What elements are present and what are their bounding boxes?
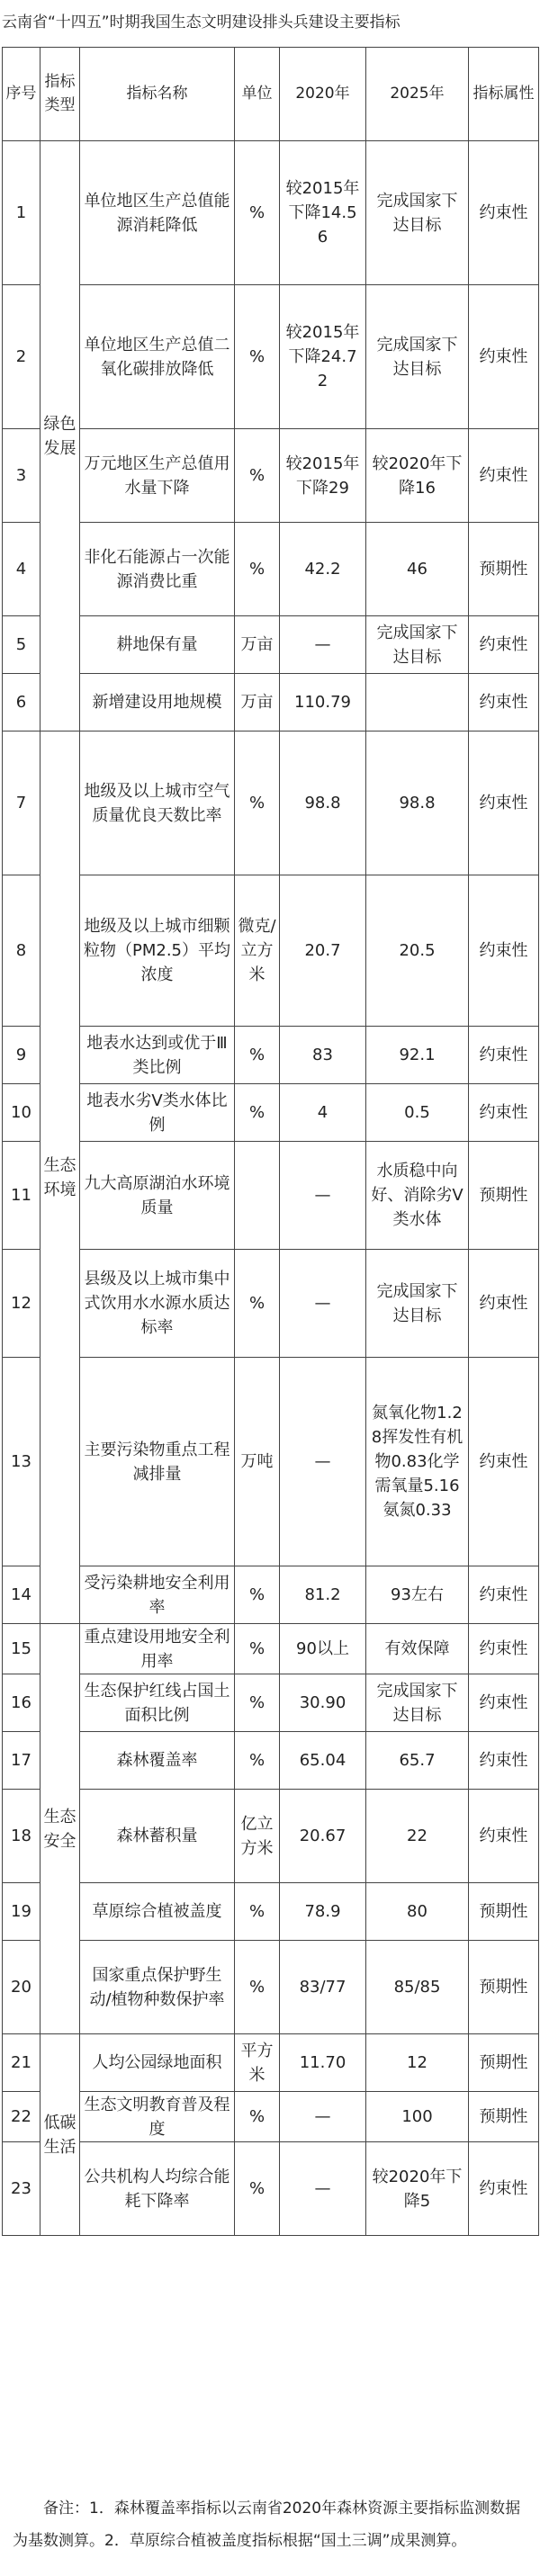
table-row [3, 1250, 539, 1358]
cell-seq: 12 [3, 1250, 40, 1358]
cell-name: 草原综合植被盖度 [80, 1883, 235, 1941]
cell-name: 地表水劣Ⅴ类水体比例 [80, 1084, 235, 1142]
cell-2025: 0.5 [366, 1084, 469, 1142]
cell-2025: 水质稳中向好、消除劣Ⅴ类水体 [366, 1142, 469, 1250]
cell-attr: 约束性 [469, 1358, 539, 1566]
cell-2025 [366, 674, 469, 732]
cell-attr: 预期性 [469, 1142, 539, 1250]
cell-unit [235, 1142, 280, 1250]
cell-attr: 约束性 [469, 1790, 539, 1883]
cell-name: 地级及以上城市空气质量优良天数比率 [80, 732, 235, 875]
cell-seq: 3 [3, 429, 40, 523]
cell-seq: 11 [3, 1142, 40, 1250]
cell-attr: 预期性 [469, 1941, 539, 2034]
cell-attr: 约束性 [469, 1084, 539, 1142]
cell-2025: 100 [366, 2092, 469, 2142]
cell-attr: 约束性 [469, 1674, 539, 1732]
cell-2025: 较2020年下降16 [366, 429, 469, 523]
cell-unit: % [235, 1250, 280, 1358]
cell-attr: 约束性 [469, 1732, 539, 1790]
cell-2020: 4 [280, 1084, 366, 1142]
cell-seq: 6 [3, 674, 40, 732]
indicator-table [2, 47, 539, 2236]
cell-unit: % [235, 141, 280, 285]
cell-2020: 较2015年下降14.56 [280, 141, 366, 285]
cell-attr: 约束性 [469, 732, 539, 875]
cell-name: 新增建设用地规模 [80, 674, 235, 732]
cell-category: 绿色发展 [40, 141, 80, 732]
table-row [3, 732, 539, 875]
cell-2020: — [280, 2142, 366, 2236]
table-row [3, 1674, 539, 1732]
cell-2020: 较2015年下降24.72 [280, 285, 366, 429]
cell-attr: 约束性 [469, 141, 539, 285]
cell-attr: 预期性 [469, 2034, 539, 2092]
cell-seq: 10 [3, 1084, 40, 1142]
cell-name: 公共机构人均综合能耗下降率 [80, 2142, 235, 2236]
cell-name: 主要污染物重点工程减排量 [80, 1358, 235, 1566]
header-unit: 单位 [235, 48, 280, 141]
cell-seq: 15 [3, 1624, 40, 1674]
cell-2025: 完成国家下达目标 [366, 1674, 469, 1732]
cell-name: 生态保护红线占国土面积比例 [80, 1674, 235, 1732]
header-name: 指标名称 [80, 48, 235, 141]
cell-2020: 110.79 [280, 674, 366, 732]
table-row [3, 1084, 539, 1142]
cell-seq: 16 [3, 1674, 40, 1732]
table-row [3, 141, 539, 285]
cell-seq: 22 [3, 2092, 40, 2142]
cell-2020: 65.04 [280, 1732, 366, 1790]
cell-2025: 92.1 [366, 1027, 469, 1084]
cell-2020: — [280, 1358, 366, 1566]
cell-name: 耕地保有量 [80, 616, 235, 674]
cell-seq: 21 [3, 2034, 40, 2092]
cell-2020: — [280, 1250, 366, 1358]
cell-unit: % [235, 1566, 280, 1624]
cell-seq: 7 [3, 732, 40, 875]
cell-unit: 微克/立方米 [235, 875, 280, 1027]
cell-2025: 完成国家下达目标 [366, 141, 469, 285]
cell-name: 生态文明教育普及程度 [80, 2092, 235, 2142]
cell-2020: 83/77 [280, 1941, 366, 2034]
cell-name: 森林蓄积量 [80, 1790, 235, 1883]
cell-2020: — [280, 616, 366, 674]
cell-2020: 98.8 [280, 732, 366, 875]
cell-attr: 预期性 [469, 2092, 539, 2142]
table-row [3, 1358, 539, 1566]
cell-unit: 平方米 [235, 2034, 280, 2092]
cell-attr: 约束性 [469, 616, 539, 674]
cell-seq: 20 [3, 1941, 40, 2034]
cell-unit: % [235, 1941, 280, 2034]
cell-name: 国家重点保护野生动/植物种数保护率 [80, 1941, 235, 2034]
cell-2025: 65.7 [366, 1732, 469, 1790]
cell-2025: 完成国家下达目标 [366, 616, 469, 674]
cell-name: 地表水达到或优于Ⅲ类比例 [80, 1027, 235, 1084]
table-row [3, 1624, 539, 1674]
cell-name: 非化石能源占一次能源消费比重 [80, 523, 235, 616]
table-row [3, 1566, 539, 1624]
cell-name: 森林覆盖率 [80, 1732, 235, 1790]
cell-2020: 20.7 [280, 875, 366, 1027]
cell-name: 人均公园绿地面积 [80, 2034, 235, 2092]
cell-category: 低碳生活 [40, 2034, 80, 2236]
cell-unit: % [235, 429, 280, 523]
table-row [3, 1790, 539, 1883]
cell-2020: 83 [280, 1027, 366, 1084]
cell-2020: — [280, 2092, 366, 2142]
cell-attr: 预期性 [469, 523, 539, 616]
cell-unit: % [235, 2142, 280, 2236]
cell-attr: 约束性 [469, 674, 539, 732]
cell-attr: 约束性 [469, 285, 539, 429]
cell-name: 受污染耕地安全利用率 [80, 1566, 235, 1624]
table-row [3, 2034, 539, 2092]
table-row [3, 1941, 539, 2034]
cell-2025: 较2020年下降5 [366, 2142, 469, 2236]
table-row [3, 616, 539, 674]
header-2020: 2020年 [280, 48, 366, 141]
table-row [3, 2142, 539, 2236]
cell-2020: 11.70 [280, 2034, 366, 2092]
table-row [3, 875, 539, 1027]
cell-unit: % [235, 1084, 280, 1142]
cell-name: 县级及以上城市集中式饮用水水源水质达标率 [80, 1250, 235, 1358]
cell-unit: % [235, 1624, 280, 1674]
table-row [3, 674, 539, 732]
cell-category: 生态安全 [40, 1624, 80, 2034]
cell-unit: % [235, 1027, 280, 1084]
cell-unit: 万亩 [235, 616, 280, 674]
cell-name: 单位地区生产总值二氧化碳排放降低 [80, 285, 235, 429]
cell-2025: 80 [366, 1883, 469, 1941]
cell-2025: 完成国家下达目标 [366, 1250, 469, 1358]
table-row [3, 1027, 539, 1084]
cell-attr: 约束性 [469, 1624, 539, 1674]
table-row [3, 1883, 539, 1941]
footnote: 备注：1．森林覆盖率指标以云南省2020年森林资源主要指标监测数据为基数测算。2．草原综合植被盖度指标根据“国土三调”成果测算。 [13, 2500, 521, 2550]
cell-unit: % [235, 285, 280, 429]
cell-attr: 约束性 [469, 1566, 539, 1624]
cell-attr: 约束性 [469, 1027, 539, 1084]
cell-name: 重点建设用地安全利用率 [80, 1624, 235, 1674]
cell-2020: 78.9 [280, 1883, 366, 1941]
table-header-row [3, 48, 539, 141]
table-row [3, 2092, 539, 2142]
cell-attr: 预期性 [469, 1883, 539, 1941]
cell-seq: 19 [3, 1883, 40, 1941]
cell-seq: 9 [3, 1027, 40, 1084]
cell-2020: 较2015年下降29 [280, 429, 366, 523]
header-2025: 2025年 [366, 48, 469, 141]
cell-2025: 有效保障 [366, 1624, 469, 1674]
cell-2025: 93左右 [366, 1566, 469, 1624]
cell-unit: % [235, 2092, 280, 2142]
cell-2020: 42.2 [280, 523, 366, 616]
cell-attr: 约束性 [469, 2142, 539, 2236]
cell-2025: 12 [366, 2034, 469, 2092]
cell-seq: 2 [3, 285, 40, 429]
cell-seq: 8 [3, 875, 40, 1027]
cell-unit: % [235, 1883, 280, 1941]
cell-2025: 完成国家下达目标 [366, 285, 469, 429]
cell-unit: % [235, 1732, 280, 1790]
header-attr: 指标属性 [469, 48, 539, 141]
cell-unit: 万吨 [235, 1358, 280, 1566]
cell-2025: 46 [366, 523, 469, 616]
cell-unit: 亿立方米 [235, 1790, 280, 1883]
cell-category: 生态环境 [40, 732, 80, 1624]
cell-name: 地级及以上城市细颗粒物（PM2.5）平均浓度 [80, 875, 235, 1027]
table-row [3, 1732, 539, 1790]
cell-seq: 17 [3, 1732, 40, 1790]
cell-2020: 30.90 [280, 1674, 366, 1732]
header-category: 指标类型 [40, 48, 80, 141]
cell-seq: 1 [3, 141, 40, 285]
cell-unit: 万亩 [235, 674, 280, 732]
cell-2025: 20.5 [366, 875, 469, 1027]
cell-unit: % [235, 1674, 280, 1732]
cell-2020: 81.2 [280, 1566, 366, 1624]
table-row [3, 429, 539, 523]
cell-name: 万元地区生产总值用水量下降 [80, 429, 235, 523]
page-title: 云南省“十四五”时期我国生态文明建设排头兵建设主要指标 [2, 13, 400, 31]
table-row [3, 1142, 539, 1250]
table-row [3, 523, 539, 616]
cell-2020: — [280, 1142, 366, 1250]
cell-2020: 90以上 [280, 1624, 366, 1674]
cell-attr: 约束性 [469, 1250, 539, 1358]
cell-attr: 约束性 [469, 875, 539, 1027]
cell-seq: 5 [3, 616, 40, 674]
cell-unit: % [235, 732, 280, 875]
cell-seq: 13 [3, 1358, 40, 1566]
cell-name: 九大高原湖泊水环境质量 [80, 1142, 235, 1250]
cell-2020: 20.67 [280, 1790, 366, 1883]
cell-seq: 23 [3, 2142, 40, 2236]
cell-seq: 18 [3, 1790, 40, 1883]
cell-name: 单位地区生产总值能源消耗降低 [80, 141, 235, 285]
cell-2025: 98.8 [366, 732, 469, 875]
cell-unit: % [235, 523, 280, 616]
cell-seq: 14 [3, 1566, 40, 1624]
cell-seq: 4 [3, 523, 40, 616]
header-seq: 序号 [3, 48, 40, 141]
table-row [3, 285, 539, 429]
cell-2025: 22 [366, 1790, 469, 1883]
cell-attr: 约束性 [469, 429, 539, 523]
cell-2025: 氮氧化物1.28挥发性有机物0.83化学需氧量5.16氨氮0.33 [366, 1358, 469, 1566]
cell-2025: 85/85 [366, 1941, 469, 2034]
